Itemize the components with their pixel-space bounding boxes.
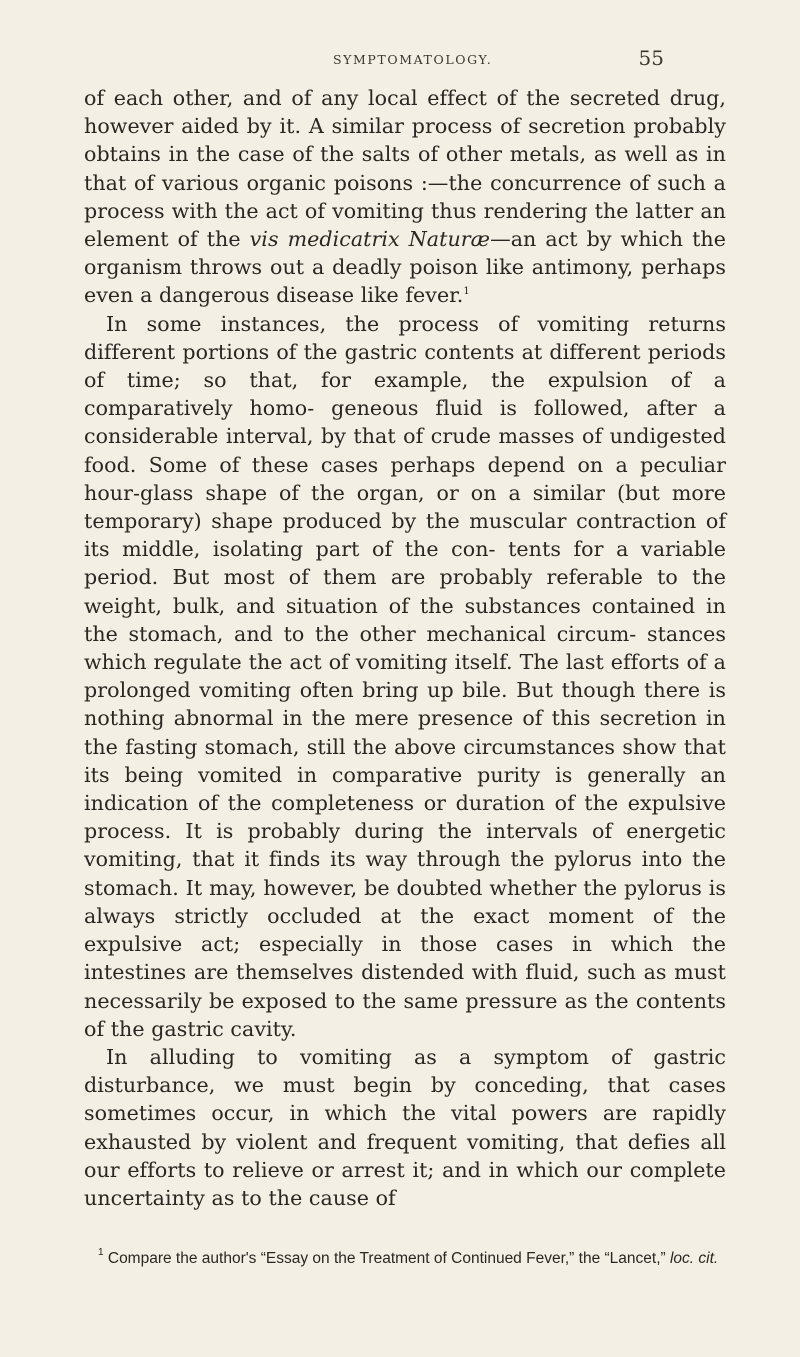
paragraph: In alluding to vomiting as a symptom of gastric disturbance, we must begin by conceding, that cases sometimes occur, in which the vital powers are rapidly exhausted by violent and frequent vomiting, that defies all our efforts to relieve or arrest it; and in which our complete uncertainty as to the cause of xyxy=(84,1044,726,1210)
footnote xyxy=(84,1249,726,1269)
footnote-reference: 1 xyxy=(463,286,470,298)
paragraph-text: —an act by which the organism throws out a deadly poison like antimony, perhaps even a dangerous disease like fever. xyxy=(84,227,726,308)
footnote-text: Compare the author's “Essay on the Treatment of Continued Fever,” the “Lancet,” xyxy=(103,1250,670,1267)
footnote-marker: 1 xyxy=(98,1247,104,1258)
paragraph: In some instances, the process of vomiting returns different portions of the gastric contents at different periods of time; so that, for example, the expulsion of a comparatively homo- geneous fluid is followed, after a considerable interval, by that of crude masses of undigested food. Some of these cases perhaps depend on a peculiar hour-glass shape of the organ, or on a similar (but more temporary) shape produced by the muscular contraction of its middle, isolating part of the con- tents for a variable period. But most of them are probably referable to the weight, bulk, and situation of the substances contained in the stomach, and to the other mechanical circum- stances which regulate the act of vomiting itself. The last efforts of a prolonged vomiting often bring up bile. But though there is nothing abnormal in the mere presence of this secretion in the fasting stomach, still the above circumstances show that its being vomited in comparative purity is generally an indication of the completeness or duration of the expulsive process. It is probably during the intervals of energetic vomiting, that it finds its way through the pylorus into the stomach. It may, however, be doubted whether the pylorus is always strictly occluded at the exact moment of the expulsive act; especially in those cases in which the intestines are themselves distended with fluid, such as must necessarily be exposed to the same pressure as the contents of the gastric cavity. xyxy=(84,311,726,1041)
running-title: SYMPTOMATOLOGY. xyxy=(333,52,493,67)
running-head xyxy=(0,46,800,76)
footnote-citation: loc. cit. xyxy=(669,1250,719,1267)
page-number: 55 xyxy=(638,46,664,70)
latin-phrase: vis medicatrix Naturæ xyxy=(249,227,491,252)
footnotes xyxy=(84,1249,726,1269)
body-text xyxy=(84,84,726,1212)
paragraph-continued xyxy=(84,84,726,310)
paragraph-text: of each other, and of any local effect of the secreted drug, however aided by it. A similar process of secretion probably obtains in the case of the salts of other metals, as well as in that of various organic poisons :—the concurrence of such a process with the act of vomiting thus rendering the latter an element of the xyxy=(84,86,726,252)
